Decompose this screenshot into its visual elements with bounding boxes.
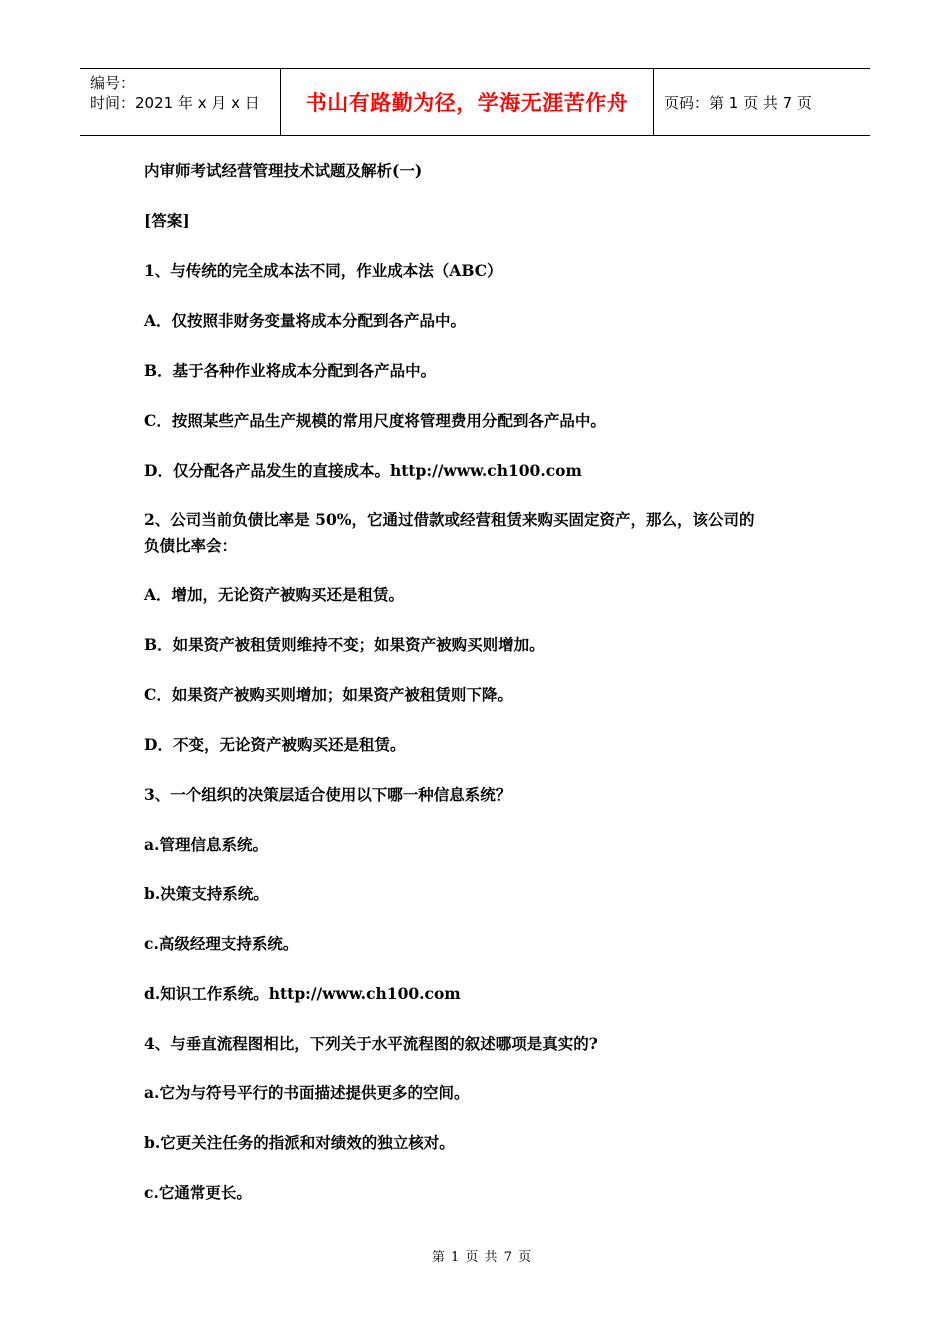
document-number-label: 编号： (90, 74, 136, 92)
q3-option-a: a.管理信息系统。 (144, 835, 268, 854)
page-footer: 第 1 页 共 7 页 (431, 1250, 533, 1265)
q3-option-b: b.决策支持系统。 (144, 884, 269, 903)
question-4: 4、与垂直流程图相比，下列关于水平流程图的叙述哪项是真实的? (144, 1034, 598, 1053)
header-page-info: 页码：第 1 页 共 7 页 (664, 93, 812, 112)
document-title: 内审师考试经营管理技术试题及解析(一) (144, 161, 423, 180)
q3-option-d: d.知识工作系统。http://www.ch100.com (144, 984, 461, 1003)
document-header (80, 68, 870, 136)
q2-option-d: D．不变，无论资产被购买还是租赁。 (144, 735, 406, 754)
q2-option-c: C．如果资产被购买则增加；如果资产被租赁则下降。 (144, 685, 513, 704)
q1-option-a: A．仅按照非财务变量将成本分配到各产品中。 (144, 311, 467, 330)
question-2-line-1: 2、公司当前负债比率是 50%，它通过借款或经营租赁来购买固定资产，那么，该公司的 (144, 510, 755, 529)
document-date-label: 时间：2021 年 x 月 x 日 (90, 94, 260, 112)
header-motto: 书山有路勤为径，学海无涯苦作舟 (281, 69, 654, 135)
q1-option-b: B．基于各种作业将成本分配到各产品中。 (144, 361, 437, 380)
header-meta-cell (80, 69, 281, 135)
answer-tag: [答案] (144, 211, 190, 230)
q1-option-c: C．按照某些产品生产规模的常用尺度将管理费用分配到各产品中。 (144, 411, 606, 430)
question-1: 1、与传统的完全成本法不同，作业成本法（ABC） (144, 261, 503, 280)
question-3: 3、一个组织的决策层适合使用以下哪一种信息系统？ (144, 785, 512, 804)
q1-option-d: D．仅分配各产品发生的直接成本。http://www.ch100.com (144, 461, 582, 480)
q3-option-c: c.高级经理支持系统。 (144, 934, 299, 953)
q4-option-a: a.它为与符号平行的书面描述提供更多的空间。 (144, 1083, 470, 1102)
question-2-line-2: 负债比率会： (144, 536, 238, 555)
q4-option-b: b.它更关注任务的指派和对绩效的独立核对。 (144, 1133, 455, 1152)
q2-option-b: B．如果资产被租赁则维持不变；如果资产被购买则增加。 (144, 635, 545, 654)
q4-option-c: c.它通常更长。 (144, 1183, 252, 1202)
q2-option-a: A．增加，无论资产被购买还是租赁。 (144, 585, 405, 604)
